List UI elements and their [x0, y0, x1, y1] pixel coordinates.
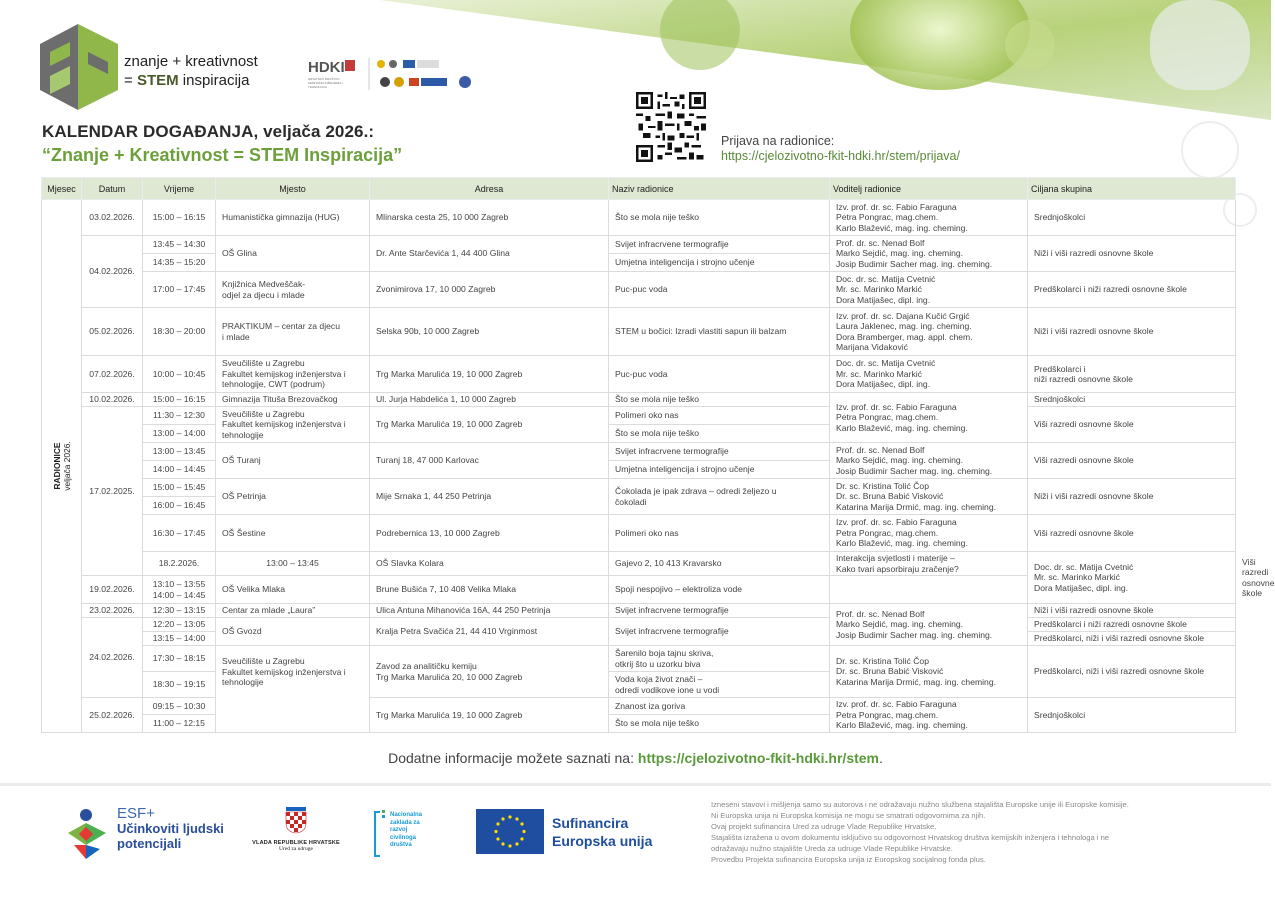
info-text: Dodatne informacije možete saznati na:: [388, 750, 638, 766]
date-cell: 19.02.2026.: [82, 576, 143, 604]
time-cell: 17:30 – 18:15: [143, 646, 216, 672]
address-cell: Selska 90b, 10 000 Zagreb: [370, 308, 609, 356]
table-row: [42, 407, 1236, 425]
registration-info: [721, 134, 960, 164]
target-cell: Niži i viši razredi osnovne škole: [1028, 604, 1236, 618]
target-cell: Predškolarci i niži razredi osnovne škole: [1028, 618, 1236, 632]
leader-cell: Prof. dr. sc. Nenad Bolf Marko Sejdić, mag. ing. cheming. Josip Budimir Sacher mag. ing. cheming.: [830, 236, 1028, 272]
date-cell: 05.02.2026.: [82, 308, 143, 356]
esf-logo: [64, 805, 124, 860]
table-row: [42, 443, 1236, 461]
table-row: [42, 200, 1236, 236]
header-vrijeme: Vrijeme: [143, 178, 216, 200]
target-cell: Srednjoškolci: [1028, 200, 1236, 236]
time-cell: 11:00 – 12:15: [143, 715, 216, 732]
address-cell: Trg Marka Marulića 19, 10 000 Zagreb: [370, 407, 609, 443]
table-row: [42, 393, 1236, 407]
workshop-cell: Svijet infracrvene termografije: [609, 443, 830, 461]
table-row: [42, 515, 1236, 552]
leader-cell: Dr. sc. Kristina Tolić Čop Dr. sc. Bruna Babić Visković Katarina Marija Drmić, mag. ing. cheming.: [830, 479, 1028, 515]
logo-line1: znanje + kreativnost: [124, 53, 258, 70]
header-naziv: Naziv radionice: [609, 178, 830, 200]
address-cell: Trg Marka Marulića 19, 10 000 Zagreb: [370, 356, 609, 393]
address-cell: Turanj 18, 47 000 Karlovac: [370, 443, 609, 479]
workshop-cell: Što se mola nije teško: [609, 393, 830, 407]
header-mjesto: Mjesto: [216, 178, 370, 200]
date-cell: 24.02.2026.: [82, 618, 143, 698]
leader-cell: Doc. dr. sc. Matija Cvetnić Mr. sc. Marinko Markić Dora Matijašec, dipl. ing.: [1028, 552, 1236, 604]
workshop-cell: Čokolada je ipak zdrava – odredi željezo u čokoladi: [609, 479, 830, 515]
date-cell: 18.2.2026.: [143, 552, 216, 576]
place-cell: OŠ Petrinja: [216, 479, 370, 515]
address-cell: Ulica Antuna Mihanovića 16A, 44 250 Petrinja: [370, 604, 609, 618]
time-cell: 12:20 – 13:05: [143, 618, 216, 632]
target-cell: Srednjoškolci: [1028, 698, 1236, 733]
leader-cell: Izv. prof. dr. sc. Fabio Faraguna Petra Pongrac, mag.chem. Karlo Blažević, mag. ing. cheming.: [830, 515, 1028, 552]
target-cell: Predškolarci i niži razredi osnovne škole: [1028, 272, 1236, 308]
table-row: [42, 236, 1236, 254]
leader-cell: Doc. dr. sc. Matija Cvetnić Mr. sc. Marinko Markić Dora Matijašec, dipl. ing.: [830, 356, 1028, 393]
esf-line3: potencijali: [117, 836, 182, 851]
header-mjesec: Mjesec: [42, 178, 82, 200]
target-cell: Srednjoškolci: [1028, 393, 1236, 407]
place-cell: Centar za mlade „Laura”: [216, 604, 370, 618]
table-row: [42, 604, 1236, 618]
place-cell: OŠ Velika Mlaka: [216, 576, 370, 604]
time-cell: 13:00 – 14:00: [143, 425, 216, 443]
time-cell: 09:15 – 10:30: [143, 698, 216, 715]
time-cell: 18:30 – 20:00: [143, 308, 216, 356]
target-cell: Niži i viši razredi osnovne škole: [1028, 236, 1236, 272]
table-row: 18.2.2026. 13:00 – 13:45 OŠ Slavka Kolara Gajevo 2, 10 413 Kravarsko Interakcija svjetlosti i materije – Kako tvari apsorbiraju zračenje? Doc. dr. sc. Matija Cvetnić Mr. sc. Marinko Markić Dora Matijašec, dipl. ing. Viši razredi osnovne škole: [42, 552, 1236, 576]
registration-label: Prijava na radionice:: [721, 134, 835, 148]
workshop-cell: Svijet infracrvene termografije: [609, 604, 830, 618]
place-cell: Gimnazija Tituša Brezovačkog: [216, 393, 370, 407]
workshop-cell: Svijet infracrvene termografije: [609, 236, 830, 254]
target-cell: Predškolarci i niži razredi osnovne škole: [1028, 356, 1236, 393]
time-cell: 14:00 – 14:45: [143, 461, 216, 479]
time-cell: 11:30 – 12:30: [143, 407, 216, 425]
workshop-cell: Umjetna inteligencija i strojno učenje: [609, 461, 830, 479]
eu-text: [552, 814, 652, 850]
vlada-logo: [246, 807, 346, 859]
date-cell: 23.02.2026.: [82, 604, 143, 618]
partner-logos: [305, 56, 475, 92]
croatian-coat-of-arms-icon: [286, 807, 306, 833]
table-row: [42, 646, 1236, 672]
date-cell: 10.02.2026.: [82, 393, 143, 407]
table-row: [42, 618, 1236, 632]
place-cell: PRAKTIKUM – centar za djecu i mlade: [216, 308, 370, 356]
target-cell: Viši razredi osnovne škole: [1028, 515, 1236, 552]
date-cell: 17.02.2025.: [82, 407, 143, 576]
workshop-cell: Spoji nespojivo – elektroliza vode: [609, 576, 830, 604]
footer-divider: [0, 783, 1271, 786]
time-cell: 13:45 – 14:30: [143, 236, 216, 254]
esf-text: [117, 806, 224, 851]
leader-cell: Izv. prof. dr. sc. Fabio Faraguna Petra Pongrac, mag.chem. Karlo Blažević, mag. ing. cheming.: [830, 698, 1028, 733]
time-cell: 13:10 – 13:55 14:00 – 14:45: [143, 576, 216, 604]
page-subtitle: “Znanje + Kreativnost = STEM Inspiracija”: [42, 145, 403, 165]
vlada-title: VLADA REPUBLIKE HRVATSKE: [252, 840, 340, 846]
address-cell: Mlinarska cesta 25, 10 000 Zagreb: [370, 200, 609, 236]
table-row: [42, 479, 1236, 497]
target-cell: Niži i viši razredi osnovne škole: [1028, 479, 1236, 515]
hdki-wordmark: HDKI: [308, 59, 345, 76]
address-cell: Kralja Petra Svačića 21, 44 410 Vrginmost: [370, 618, 609, 646]
workshop-cell: Puc-puc voda: [609, 356, 830, 393]
address-cell: Mije Srnaka 1, 44 250 Petrinja: [370, 479, 609, 515]
target-cell: Predškolarci, niži i viši razredi osnovne škole: [1028, 632, 1236, 646]
target-cell: Niži i viši razredi osnovne škole: [1028, 308, 1236, 356]
additional-info: [0, 750, 1271, 766]
place-cell: Humanistička gimnazija (HUG): [216, 200, 370, 236]
header-voditelj: Voditelj radionice: [830, 178, 1028, 200]
table-row: [42, 308, 1236, 356]
info-suffix: .: [879, 750, 883, 766]
esf-line2: Učinkoviti ljudski: [117, 821, 224, 836]
vlada-subtitle: Ured za udruge: [279, 846, 313, 852]
address-cell: Trg Marka Marulića 19, 10 000 Zagreb: [370, 698, 609, 733]
qr-code[interactable]: [636, 92, 706, 162]
time-cell: 10:00 – 10:45: [143, 356, 216, 393]
time-cell: 13:00 – 13:45: [143, 443, 216, 461]
workshop-cell: Što se mola nije teško: [609, 425, 830, 443]
place-cell: OŠ Turanj: [216, 443, 370, 479]
disclaimer-text: Izneseni stavovi i mišljenja samo su autorova i ne odražavaju nužno službena stajališta Europske unije ili Europske komisije. Ni Europska unija ni Europska komisija ne mogu se smatrati odgovornima za njih. Ovaj projekt sufinancira Ured za udruge Vlade Republike Hrvatske. Stajališta izražena u ovom dokumentu isključivo su odgovornost Hrvatskog društva kemijskih inženjera i tehnologa i ne odražavaju nužno stajalište Ureda za udruge Vlade Republike Hrvatske. Provedbu Projekta sufinancira Europska unija iz Europskog socijalnog fonda plus.: [711, 800, 1129, 864]
time-cell: 13:00 – 13:45: [216, 552, 370, 576]
time-cell: 14:35 – 15:20: [143, 254, 216, 272]
table-header-row: [42, 178, 1236, 200]
time-cell: 15:00 – 16:15: [143, 393, 216, 407]
leader-cell: Dr. sc. Kristina Tolić Čop Dr. sc. Bruna Babić Visković Katarina Marija Drmić, mag. ing. cheming.: [830, 646, 1028, 698]
date-cell: 04.02.2026.: [82, 236, 143, 308]
workshop-cell: Voda koja život znači – odredi vodikove ione u vodi: [609, 672, 830, 698]
events-table: [41, 177, 1275, 733]
date-cell: 03.02.2026.: [82, 200, 143, 236]
workshop-cell: Šarenilo boja tajnu skriva, otkrij što u uzorku biva: [609, 646, 830, 672]
address-cell: Gajevo 2, 10 413 Kravarsko: [609, 552, 830, 576]
workshop-cell: Svijet infracrvene termografije: [609, 618, 830, 646]
workshop-cell: Umjetna inteligencija i strojno učenje: [609, 254, 830, 272]
leader-cell: Izv. prof. dr. sc. Fabio Faraguna Petra Pongrac, mag.chem. Karlo Blažević, mag. ing. cheming.: [830, 200, 1028, 236]
month-cell: [42, 200, 82, 733]
place-cell: OŠ Šestine: [216, 515, 370, 552]
svg-text:HRVATSKO DRUŠTVO: HRVATSKO DRUŠTVO: [308, 77, 340, 81]
leader-cell: Izv. prof. dr. sc. Fabio Faraguna Petra Pongrac, mag.chem. Karlo Blažević, mag. ing. cheming.: [830, 393, 1028, 443]
place-cell: Sveučilište u Zagrebu Fakultet kemijskog inženjerstva i tehnologije, CWT (podrum): [216, 356, 370, 393]
workshop-cell: Interakcija svjetlosti i materije – Kako tvari apsorbiraju zračenje?: [830, 552, 1028, 576]
logo-line2: = STEM inspiracija: [124, 72, 250, 89]
target-cell: Viši razredi osnovne škole: [1028, 407, 1236, 443]
place-cell: Knjižnica Medveščak- odjel za djecu i mlade: [216, 272, 370, 308]
month-label: RADIONICE veljača 2026.: [51, 441, 72, 491]
registration-link[interactable]: https://cjelozivotno-fkit-hdki.hr/stem/prijava/: [721, 149, 960, 163]
target-cell: Viši razredi osnovne škole: [1028, 443, 1236, 479]
svg-text:TEHNOLOGA: TEHNOLOGA: [308, 85, 327, 89]
time-cell: 15:00 – 16:15: [143, 200, 216, 236]
time-cell: 18:30 – 19:15: [143, 672, 216, 698]
time-cell: 13:15 – 14:00: [143, 632, 216, 646]
svg-text:KEMIJSKIH INŽENJERA I: KEMIJSKIH INŽENJERA I: [308, 81, 343, 85]
esf-title: ESF+: [117, 805, 155, 822]
table-row: [42, 356, 1236, 393]
workshop-cell: Polimeri oko nas: [609, 515, 830, 552]
eu-line1: Sufinancira: [552, 815, 629, 831]
address-cell: Ul. Jurja Habdelića 1, 10 000 Zagreb: [370, 393, 609, 407]
nzrcd-logo: [372, 808, 392, 860]
time-cell: 15:00 – 15:45: [143, 479, 216, 497]
logo-text: [124, 52, 258, 90]
place-cell: Sveučilište u Zagrebu Fakultet kemijskog inženjerstva i tehnologije: [216, 407, 370, 443]
leader-cell: Prof. dr. sc. Nenad Bolf Marko Sejdić, mag. ing. cheming. Josip Budimir Sacher mag. ing. cheming.: [830, 604, 1028, 646]
target-cell: Predškolarci, niži i viši razredi osnovne škole: [1028, 646, 1236, 698]
page-title: KALENDAR DOGAĐANJA, veljača 2026.:: [42, 122, 375, 141]
date-cell: 07.02.2026.: [82, 356, 143, 393]
leader-cell: Prof. dr. sc. Nenad Bolf Marko Sejdić, mag. ing. cheming. Josip Budimir Sacher mag. ing. cheming.: [830, 443, 1028, 479]
address-cell: Brune Bušića 7, 10 408 Velika Mlaka: [370, 576, 609, 604]
address-cell: Dr. Ante Starčevića 1, 44 400 Glina: [370, 236, 609, 272]
stem-logo: [40, 24, 120, 110]
time-cell: 17:00 – 17:45: [143, 272, 216, 308]
workshop-cell: STEM u bočici: Izradi vlastiti sapun ili balzam: [609, 308, 830, 356]
date-cell: 25.02.2026.: [82, 698, 143, 733]
time-cell: 16:30 – 17:45: [143, 515, 216, 552]
leader-cell: Izv. prof. dr. sc. Dajana Kučić Grgić Laura Jaklenec, mag. ing. cheming. Dora Bramberger, mag. appl. chem. Marijana Vidaković: [830, 308, 1028, 356]
workshop-cell: Puc-puc voda: [609, 272, 830, 308]
place-cell: OŠ Gvozd: [216, 618, 370, 646]
header-skupina: Ciljana skupina: [1028, 178, 1236, 200]
info-link[interactable]: https://cjelozivotno-fkit-hdki.hr/stem: [637, 750, 880, 766]
table-row: [42, 272, 1236, 308]
address-cell: Zvonimirova 17, 10 000 Zagreb: [370, 272, 609, 308]
address-cell: Zavod za analitičku kemiju Trg Marka Marulića 20, 10 000 Zagreb: [370, 646, 609, 698]
workshop-cell: Polimeri oko nas: [609, 407, 830, 425]
workshop-cell: Znanost iza goriva: [609, 698, 830, 715]
time-cell: 16:00 – 16:45: [143, 497, 216, 515]
header-adresa: Adresa: [370, 178, 609, 200]
eu-flag-icon: [476, 809, 544, 854]
time-cell: 12:30 – 13:15: [143, 604, 216, 618]
place-cell: Sveučilište u Zagrebu Fakultet kemijskog inženjerstva i tehnologije: [216, 646, 370, 733]
address-cell: Podrebernica 13, 10 000 Zagreb: [370, 515, 609, 552]
workshop-cell: Što se mola nije teško: [609, 200, 830, 236]
eu-line2: Europska unija: [552, 833, 653, 849]
header-datum: Datum: [82, 178, 143, 200]
leader-cell: Doc. dr. sc. Matija Cvetnić Mr. sc. Marinko Markić Dora Matijašec, dipl. ing.: [830, 272, 1028, 308]
nzrcd-text: Nacionalna zaklada za razvoj civilnoga društva: [390, 812, 423, 848]
place-cell: OŠ Slavka Kolara: [370, 552, 609, 576]
place-cell: OŠ Glina: [216, 236, 370, 272]
workshop-cell: Što se mola nije teško: [609, 715, 830, 732]
